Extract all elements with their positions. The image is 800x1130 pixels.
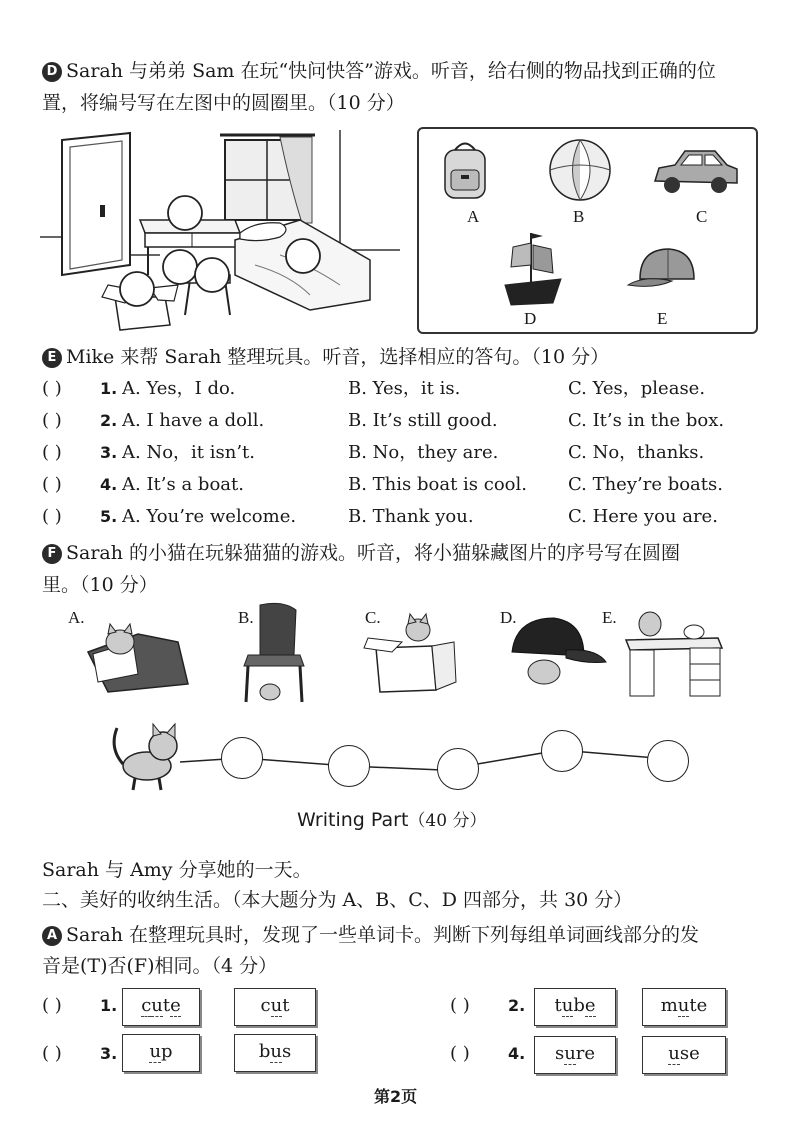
answer-blank[interactable]: ( ): [42, 1043, 62, 1064]
option-b: B. This boat is cool.: [348, 474, 527, 495]
answer-circle-in-box[interactable]: [120, 272, 154, 306]
item-label-d: D: [524, 309, 537, 328]
option-a: A. You’re welcome.: [122, 506, 297, 527]
word-card: mute: [642, 988, 726, 1026]
items-panel: [417, 127, 758, 334]
answer-blank[interactable]: ( ): [42, 378, 62, 399]
car-icon: [647, 143, 742, 199]
word-card: cute: [122, 988, 200, 1026]
answer-circle-3[interactable]: [437, 748, 479, 790]
cat-in-box-icon: [362, 612, 462, 694]
section-a-badge: A: [42, 926, 62, 946]
option-c: C. They’re boats.: [568, 474, 723, 495]
picture-label-e: E.: [602, 608, 617, 627]
option-a: A. Yes，I do.: [122, 378, 236, 399]
section-e-instruction: E Mike 来帮 Sarah 整理玩具。听音，选择相应的答句。（10 分）: [42, 344, 609, 370]
word-card: up: [122, 1034, 200, 1072]
kitten-icon: [105, 718, 190, 793]
word-card: use: [642, 1036, 726, 1074]
answer-circle-2[interactable]: [328, 745, 370, 787]
option-b: B. Thank you.: [348, 506, 474, 527]
word-card: cut: [234, 988, 316, 1026]
answer-blank[interactable]: ( ): [42, 410, 62, 431]
word-card: sure: [534, 1036, 616, 1074]
answer-circle-4[interactable]: [541, 730, 583, 772]
boat-icon: [495, 225, 567, 307]
backpack-icon: [435, 135, 495, 205]
answer-blank[interactable]: ( ): [450, 1043, 470, 1064]
item-label-a: A: [467, 207, 480, 226]
option-b: B. Yes，it is.: [348, 378, 461, 399]
ball-icon: [545, 135, 615, 205]
section-f-instruction-line2: 里。（10 分）: [42, 574, 158, 596]
section-f-instruction-line1: F Sarah 的小猫在玩躲猫猫的游戏。听音，将小猫躲藏图片的序号写在圆圈: [42, 540, 680, 566]
option-c: C. Here you are.: [568, 506, 718, 527]
answer-blank[interactable]: ( ): [42, 995, 62, 1016]
picture-label-c: C.: [365, 608, 381, 627]
option-a: A. No，it isn’t.: [122, 442, 256, 463]
word-card: tube: [534, 988, 616, 1026]
answer-circle-on-bed[interactable]: [286, 239, 320, 273]
door-icon: [62, 133, 130, 275]
answer-circle-1[interactable]: [221, 737, 263, 779]
option-c: C. Yes，please.: [568, 378, 706, 399]
option-b: B. It’s still good.: [348, 410, 498, 431]
answer-blank[interactable]: ( ): [42, 442, 62, 463]
bedroom-illustration: [40, 125, 400, 335]
option-a: A. I have a doll.: [122, 410, 265, 431]
page-number: 第2页: [374, 1087, 418, 1106]
cat-in-bag-icon: [78, 612, 193, 694]
answer-circle-5[interactable]: [647, 740, 689, 782]
answer-circle-on-chair[interactable]: [195, 258, 229, 292]
section-e-badge: E: [42, 348, 62, 368]
section-f-badge: F: [42, 544, 62, 564]
option-c: C. No，thanks.: [568, 442, 705, 463]
intro-text: Sarah 与 Amy 分享她的一天。: [42, 859, 312, 881]
item-label-e: E: [657, 309, 668, 328]
section-d-instruction-line2: 置，将编号写在左图中的圆圈里。（10 分）: [42, 92, 405, 114]
option-c: C. It’s in the box.: [568, 410, 725, 431]
picture-label-d: D.: [500, 608, 517, 627]
cat-on-desk-icon: [624, 602, 724, 698]
answer-blank[interactable]: ( ): [42, 474, 62, 495]
item-label-b: B: [573, 207, 585, 226]
section-a-instruction-line1: A Sarah 在整理玩具时，发现了一些单词卡。判断下列每组单词画线部分的发: [42, 922, 699, 948]
part2-heading: 二、美好的收纳生活。（本大题分为 A、B、C、D 四部分，共 30 分）: [42, 889, 633, 911]
section-d-instruction-line1: D Sarah 与弟弟 Sam 在玩“快问快答”游戏。听音，给右侧的物品找到正确的位: [42, 58, 716, 84]
answer-blank[interactable]: ( ): [450, 995, 470, 1016]
section-a-instruction-line2: 音是(T)否(F)相同。（4 分）: [42, 955, 278, 977]
item-label-c: C: [696, 207, 708, 226]
option-b: B. No，they are.: [348, 442, 499, 463]
option-a: A. It’s a boat.: [122, 474, 244, 495]
cat-under-cap-icon: [506, 612, 608, 692]
answer-circle-under-table[interactable]: [163, 250, 197, 284]
picture-label-a: A.: [68, 608, 85, 627]
picture-label-b: B.: [238, 608, 254, 627]
answer-circle-on-table[interactable]: [168, 196, 202, 230]
section-d-badge: D: [42, 62, 62, 82]
window-icon: [220, 135, 315, 223]
writing-part-heading: Writing Part（40 分）: [297, 809, 487, 831]
cap-icon: [624, 241, 704, 297]
cat-under-chair-icon: [238, 600, 308, 705]
answer-blank[interactable]: ( ): [42, 506, 62, 527]
word-card: bus: [234, 1034, 316, 1072]
